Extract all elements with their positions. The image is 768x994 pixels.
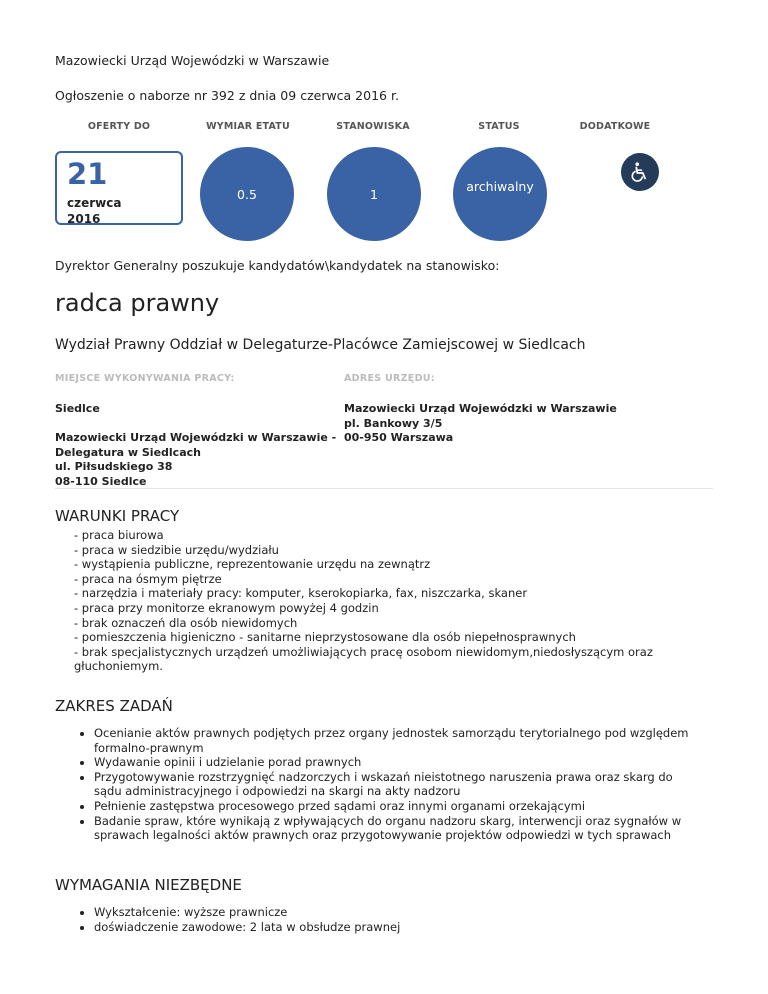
requirement-item: • doświadczenie zawodowe: 2 lata w obsłudze prawnej: [94, 920, 694, 935]
positions-value: 1: [370, 187, 378, 202]
workplace-label: MIEJSCE WYKONYWANIA PRACY:: [55, 373, 235, 384]
workplace-address-line: ul. Piłsudskiego 38: [55, 460, 173, 473]
task-item: • Ocenianie aktów prawnych podjętych przez organy jednostek samorządu terytorialnego pod względem formalno-prawnym: [94, 726, 694, 755]
office-address-line: Mazowiecki Urząd Wojewódzki w Warszawie: [344, 402, 617, 415]
requirements-list: [74, 905, 694, 934]
wheelchair-icon-glyph: [629, 161, 651, 183]
status-value: archiwalny: [466, 179, 534, 194]
deadline-month-year: [67, 195, 121, 227]
condition-line: głuchoniemym.: [74, 659, 163, 674]
job-title: radca prawny: [55, 289, 220, 317]
condition-line: - wystąpienia publiczne, reprezentowanie urzędu na zewnątrz: [74, 557, 431, 572]
deadline-day: 21: [67, 157, 108, 191]
conditions-list: [74, 528, 694, 674]
condition-line: - narzędzia i materiały pracy: komputer, kserokopiarka, fax, niszczarka, skaner: [74, 586, 528, 601]
deadline-box: [55, 151, 183, 225]
workplace-city: Siedlce: [55, 402, 100, 415]
office-address-line: 00-950 Warszawa: [344, 431, 454, 444]
tasks-list: [74, 726, 694, 843]
deadline-month: czerwca: [67, 196, 122, 210]
task-item: • Przygotowywanie rozstrzygnięć nadzorczych i wskazań nieistotnego naruszenia prawa oraz skarg do sądu administracyjnego i odpowiedzi na skargi na akty nadzoru: [94, 770, 694, 799]
office-address: [344, 402, 617, 446]
condition-line: - praca biurowa: [74, 528, 164, 542]
label-status: STATUS: [478, 121, 520, 132]
positions-circle: [327, 147, 421, 241]
label-offers-until: OFERTY DO: [87, 121, 151, 132]
condition-line: - brak oznaczeń dla osób niewidomych: [74, 615, 298, 630]
label-additional: DODATKOWE: [579, 121, 651, 132]
condition-line: - pomieszczenia higieniczno - sanitarne nieprzystosowane dla osób niepełnosprawnych: [74, 630, 576, 645]
task-item: • Pełnienie zastępstwa procesowego przed sądami oraz innymi organami orzekającymi: [94, 799, 694, 814]
notice-title: Ogłoszenie o naborze nr 392 z dnia 09 czerwca 2016 r.: [55, 88, 399, 103]
workload-value: 0.5: [237, 187, 257, 202]
status-circle: [453, 147, 547, 241]
workplace-address-line: 08-110 Siedlce: [55, 474, 147, 488]
organization-name: Mazowiecki Urząd Wojewódzki w Warszawie: [55, 53, 330, 68]
department-name: Wydział Prawny Oddział w Delegaturze-Placówce Zamiejscowej w Siedlcach: [55, 337, 586, 353]
condition-line: - brak specjalistycznych urządzeń umożliwiających pracę osobom niewidomym,niedosłyszącym oraz: [74, 644, 653, 659]
condition-line: - praca przy monitorze ekranowym powyżej 4 godzin: [74, 600, 379, 615]
label-positions: STANOWISKA: [336, 121, 410, 132]
workload-circle: [200, 147, 294, 241]
wheelchair-icon: [621, 153, 659, 191]
condition-line: - praca na ósmym piętrze: [74, 571, 222, 586]
conditions-title: WARUNKI PRACY: [55, 507, 180, 525]
requirements-title: WYMAGANIA NIEZBĘDNE: [55, 876, 242, 894]
tasks-title: ZAKRES ZADAŃ: [55, 697, 173, 715]
workplace-address: [55, 431, 336, 489]
workplace-address-line: Mazowiecki Urząd Wojewódzki w Warszawie -: [55, 431, 337, 444]
divider: [55, 488, 713, 489]
deadline-year: 2016: [67, 212, 101, 226]
requirement-item: • Wykształcenie: wyższe prawnicze: [94, 905, 694, 920]
office-address-line: pl. Bankowy 3/5: [344, 416, 443, 430]
task-item: • Badanie spraw, które wynikają z wpływających do organu nadzoru skarg, interwencji oraz sygnałów w sprawach legalności aktów prawnych oraz przygotowywanie projektów odpowiedzi w tych sprawach: [94, 814, 694, 843]
workplace-address-line: Delegatura w Siedlcach: [55, 445, 201, 459]
label-workload: WYMIAR ETATU: [206, 121, 290, 132]
task-item: • Wydawanie opinii i udzielanie porad prawnych: [94, 755, 694, 770]
office-label: ADRES URZĘDU:: [344, 373, 435, 384]
condition-line: - praca w siedzibie urzędu/wydziału: [74, 542, 279, 557]
lead-text: Dyrektor Generalny poszukuje kandydatów\kandydatek na stanowisko:: [55, 258, 500, 273]
